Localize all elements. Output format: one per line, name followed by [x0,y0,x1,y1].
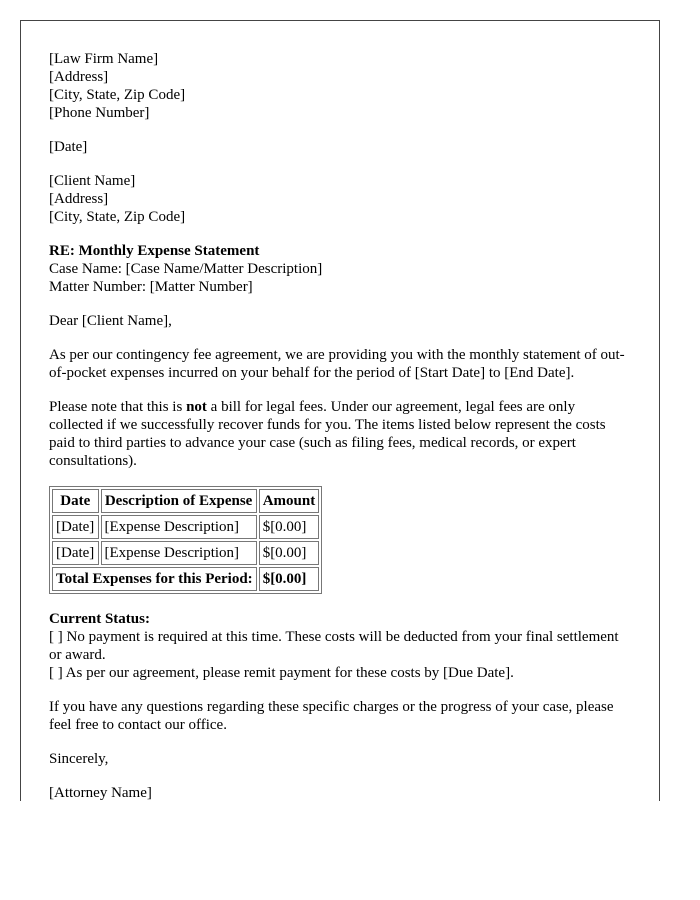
note-text-before: Please note that this is [49,399,187,415]
note-emphasis: not [186,399,207,415]
sender-address: [Address] [49,69,109,85]
re-matter-number: Matter Number: [Matter Number] [49,279,253,295]
table-total-row [52,567,319,591]
table-row [52,541,319,565]
total-value: $[0.00] [259,567,320,591]
closing-paragraph: If you have any questions regarding these specific charges or the progress of your case, please feel free to contact our office. [49,699,614,733]
letter-page [20,20,660,801]
total-label: Total Expenses for this Period: [52,567,257,591]
letter-date: [Date] [49,139,88,155]
recipient-address: [Address] [49,191,109,207]
sender-block [49,50,629,122]
intro-paragraph: As per our contingency fee agreement, we are providing you with the monthly statement of out-of-pocket expenses incurred on your behalf for the period of [Start Date] to [End Date]. [49,347,625,381]
note-text-after: a bill for legal fees. Under our agreement, legal fees are only collected if we successfully recover funds for you. The items listed below represent the costs paid to third parties to advance your case (such as filing fees, medical records, or expert consultations). [49,399,606,469]
row-amount: $[0.00] [259,541,320,565]
header-amount: Amount [259,489,320,513]
row-date: [Date] [52,515,99,539]
recipient-name: [Client Name] [49,173,136,189]
header-description: Description of Expense [101,489,257,513]
row-date: [Date] [52,541,99,565]
row-amount: $[0.00] [259,515,320,539]
re-case-name: Case Name: [Case Name/Matter Description] [49,261,323,277]
letter-content [49,50,629,801]
table-header-row [52,489,319,513]
re-block [49,242,629,296]
status-option-no-payment: [ ] No payment is required at this time. These costs will be deducted from your final settlement or award. [49,629,619,663]
row-description: [Expense Description] [101,541,257,565]
sender-firm-name: [Law Firm Name] [49,51,159,67]
status-block [49,610,629,682]
sign-off: Sincerely, [49,751,109,767]
sender-city-state-zip: [City, State, Zip Code] [49,87,186,103]
re-subject: RE: Monthly Expense Statement [49,243,260,259]
note-paragraph [49,398,629,470]
header-date: Date [52,489,99,513]
sender-phone: [Phone Number] [49,105,150,121]
status-option-remit-payment: [ ] As per our agreement, please remit payment for these costs by [Due Date]. [49,665,514,681]
table-row [52,515,319,539]
recipient-city-state-zip: [City, State, Zip Code] [49,209,186,225]
expense-table [49,486,322,594]
signature-name: [Attorney Name] [49,785,152,801]
status-heading: Current Status: [49,611,150,627]
recipient-block [49,172,629,226]
row-description: [Expense Description] [101,515,257,539]
salutation: Dear [Client Name], [49,313,172,329]
